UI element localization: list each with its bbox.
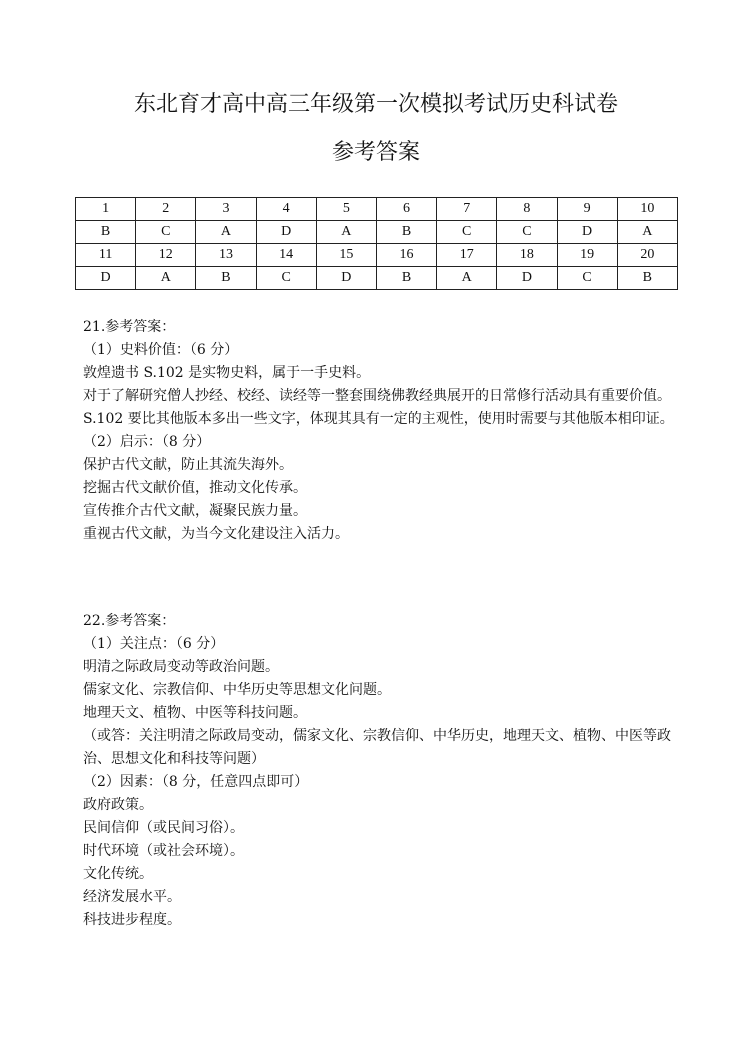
question-number-cell: 5 xyxy=(316,198,376,221)
answer-cell: B xyxy=(376,267,436,290)
q22-line: 民间信仰（或民间习俗）。 xyxy=(83,820,244,836)
q21-line: 挖掘古代文献价值，推动文化传承。 xyxy=(83,480,307,496)
question-number-cell: 4 xyxy=(256,198,316,221)
question-number-cell: 20 xyxy=(617,244,677,267)
question-number-cell: 3 xyxy=(196,198,256,221)
answer-row xyxy=(76,221,678,244)
q21-part1-heading: （1）史料价值：（6 分） xyxy=(83,342,239,358)
question-number-row xyxy=(76,198,678,221)
question-number-cell: 10 xyxy=(617,198,677,221)
question-number-cell: 15 xyxy=(316,244,376,267)
q21-line: 敦煌遗书 S.102 是实物史料，属于一手史料。 xyxy=(83,365,371,381)
question-number-cell: 2 xyxy=(136,198,196,221)
q22-line: 明清之际政局变动等政治问题。 xyxy=(83,659,279,675)
q22-line: （或答：关注明清之际政局变动，儒家文化、宗教信仰、中华历史，地理天文、植物、中医等政治、思想文化和科技等问题） xyxy=(83,728,671,767)
q21-line: 重视古代文献，为当今文化建设注入活力。 xyxy=(83,526,349,542)
answer-cell: D xyxy=(316,267,376,290)
question-number-cell: 16 xyxy=(376,244,436,267)
question-number-row xyxy=(76,244,678,267)
q21-part2-heading: （2）启示：（8 分） xyxy=(83,434,211,450)
answer-cell: D xyxy=(557,221,617,244)
question-21-section xyxy=(83,316,683,546)
answer-cell: C xyxy=(557,267,617,290)
answer-key-table xyxy=(75,197,678,290)
question-number-cell: 19 xyxy=(557,244,617,267)
question-number-cell: 6 xyxy=(376,198,436,221)
q21-line: S.102 要比其他版本多出一些文字，体现其具有一定的主观性，使用时需要与其他版本相印证。 xyxy=(83,411,674,427)
q22-line: 经济发展水平。 xyxy=(83,889,181,905)
q22-line: 时代环境（或社会环境）。 xyxy=(83,843,244,859)
question-number-cell: 7 xyxy=(437,198,497,221)
answer-row xyxy=(76,267,678,290)
q22-part2-heading: （2）因素：（8 分，任意四点即可） xyxy=(83,774,309,790)
answer-cell: B xyxy=(617,267,677,290)
q22-line: 文化传统。 xyxy=(83,866,153,882)
answer-cell: C xyxy=(136,221,196,244)
question-number-cell: 8 xyxy=(497,198,557,221)
q22-part1-heading: （1）关注点：（6 分） xyxy=(83,636,225,652)
answer-cell: C xyxy=(437,221,497,244)
question-number-cell: 17 xyxy=(437,244,497,267)
q21-line: 宣传推介古代文献，凝聚民族力量。 xyxy=(83,503,307,519)
question-number-cell: 18 xyxy=(497,244,557,267)
answer-cell: A xyxy=(437,267,497,290)
answer-cell: D xyxy=(256,221,316,244)
question-number-cell: 1 xyxy=(76,198,136,221)
answer-cell: A xyxy=(196,221,256,244)
q22-line: 儒家文化、宗教信仰、中华历史等思想文化问题。 xyxy=(83,682,391,698)
question-number-cell: 12 xyxy=(136,244,196,267)
document-title: 东北育才高中高三年级第一次模拟考试历史科试卷 xyxy=(133,92,618,117)
question-number-cell: 9 xyxy=(557,198,617,221)
document-subtitle: 参考答案 xyxy=(331,140,420,165)
answer-cell: A xyxy=(136,267,196,290)
q21-line: 对于了解研究僧人抄经、校经、读经等一整套围绕佛教经典展开的日常修行活动具有重要价值。 xyxy=(83,388,671,404)
answer-cell: B xyxy=(76,221,136,244)
q21-line: 保护古代文献，防止其流失海外。 xyxy=(83,457,293,473)
answer-cell: A xyxy=(617,221,677,244)
answer-cell: B xyxy=(196,267,256,290)
answer-cell: B xyxy=(376,221,436,244)
q22-line: 地理天文、植物、中医等科技问题。 xyxy=(83,705,307,721)
q22-line: 政府政策。 xyxy=(83,797,153,813)
question-21-heading: 21.参考答案： xyxy=(83,319,176,335)
answer-cell: A xyxy=(316,221,376,244)
question-22-section xyxy=(83,610,683,932)
question-number-cell: 14 xyxy=(256,244,316,267)
answer-cell: D xyxy=(497,267,557,290)
question-number-cell: 13 xyxy=(196,244,256,267)
question-22-heading: 22.参考答案： xyxy=(83,613,176,629)
question-number-cell: 11 xyxy=(76,244,136,267)
answer-cell: C xyxy=(497,221,557,244)
answer-cell: C xyxy=(256,267,316,290)
answer-cell: D xyxy=(76,267,136,290)
q22-line: 科技进步程度。 xyxy=(83,912,181,928)
